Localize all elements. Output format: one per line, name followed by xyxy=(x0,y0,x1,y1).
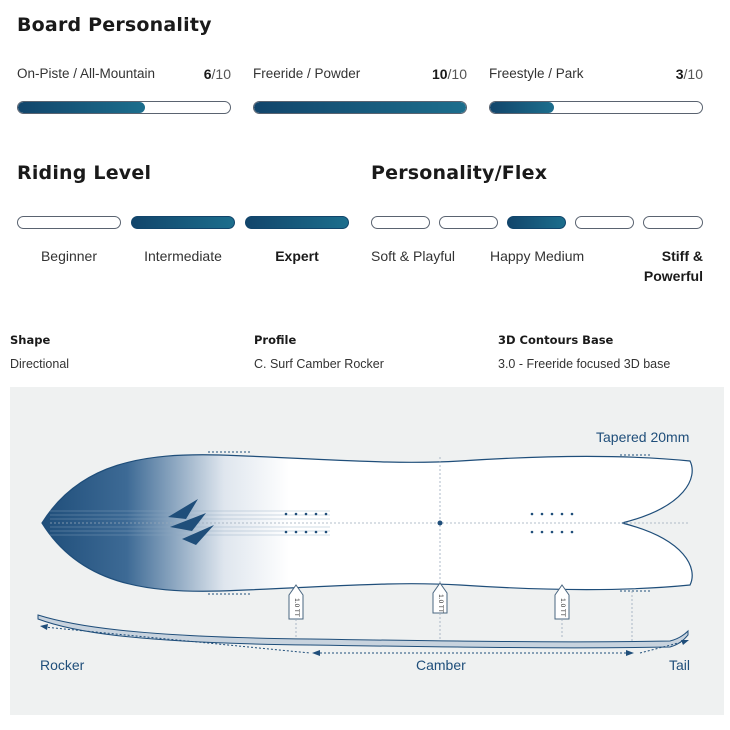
rating-bar-fill xyxy=(18,102,145,113)
rating-bar-fill xyxy=(490,102,554,113)
flex-segment xyxy=(643,216,703,229)
rating-bar-fill xyxy=(254,102,466,113)
riding-level-segment xyxy=(245,216,349,229)
rating-label: Freestyle / Park xyxy=(489,66,584,81)
riding-level-title: Riding Level xyxy=(17,162,152,184)
insert-tag-1 xyxy=(289,595,303,619)
level-expert: Expert xyxy=(275,248,319,264)
board-personality-title: Board Personality xyxy=(17,14,212,36)
spec-profile-heading: Profile xyxy=(254,333,297,347)
flex-label-stiff: Stiff & xyxy=(661,248,703,264)
rating-freestyle xyxy=(489,66,703,114)
rating-label: Freeride / Powder xyxy=(253,66,361,81)
rocker-label: Rocker xyxy=(40,657,85,673)
rating-score: 10/10 xyxy=(431,66,467,82)
level-intermediate: Intermediate xyxy=(144,248,222,264)
spec-shape-heading: Shape xyxy=(10,333,51,347)
spec-contours-value: 3.0 - Freeride focused 3D base xyxy=(498,357,671,371)
spec-profile-value: C. Surf Camber Rocker xyxy=(254,357,384,371)
center-mark xyxy=(438,521,443,526)
flex-segment xyxy=(371,216,430,229)
flex-label-powerful: Powerful xyxy=(643,268,703,284)
flex-segment xyxy=(507,216,566,229)
rating-on-piste xyxy=(17,66,231,114)
board-profile xyxy=(38,615,688,648)
board-diagram-panel xyxy=(10,387,724,715)
rating-bar xyxy=(17,101,231,114)
tail-label: Tail xyxy=(669,657,691,673)
taper-label: Tapered 20mm xyxy=(596,429,690,445)
flex-label-soft: Soft & Playful xyxy=(371,248,456,264)
personality-flex-title: Personality/Flex xyxy=(371,162,548,184)
insert-tag-text: 1.0 TT xyxy=(558,597,566,617)
rating-score: 6/10 xyxy=(203,66,231,82)
level-beginner: Beginner xyxy=(40,248,98,264)
insert-tag-text: 1.0 TT xyxy=(436,593,444,613)
camber-label: Camber xyxy=(416,657,466,673)
insert-tag-2 xyxy=(433,593,447,613)
rating-bar xyxy=(489,101,703,114)
flex-segment xyxy=(575,216,634,229)
insert-tag-text: 1.0 TT xyxy=(292,597,300,617)
riding-level-segment xyxy=(131,216,235,229)
riding-level-segment xyxy=(17,216,121,229)
flex-label-medium: Happy Medium xyxy=(490,248,585,264)
spec-contours-heading: 3D Contours Base xyxy=(498,333,614,347)
rating-label: On-Piste / All-Mountain xyxy=(17,66,156,81)
insert-tag-3 xyxy=(555,595,569,619)
flex-segment xyxy=(439,216,498,229)
rating-score: 3/10 xyxy=(675,66,703,82)
spec-shape-value: Directional xyxy=(10,357,70,371)
drop-lines xyxy=(296,591,632,643)
rating-freeride xyxy=(253,66,467,114)
rating-bar xyxy=(253,101,467,114)
